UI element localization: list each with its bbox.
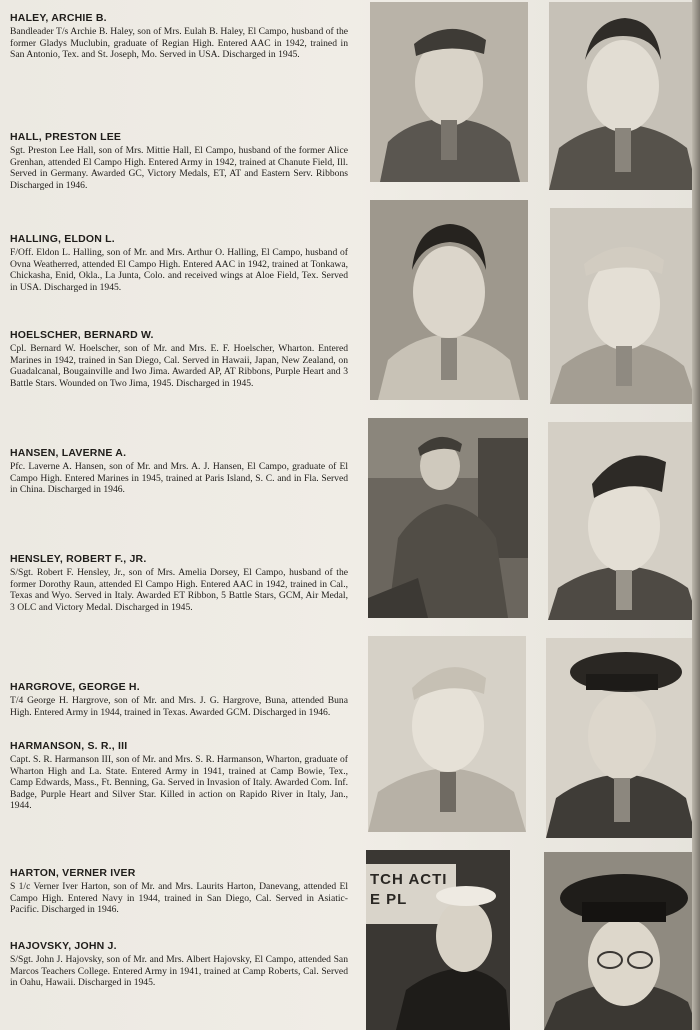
sign-text: TCH ACTI E PL <box>370 871 448 908</box>
entry-name: HALEY, ARCHIE B. <box>10 12 107 24</box>
entry-hall <box>10 131 348 191</box>
biography-column <box>10 0 358 1030</box>
entry-hansen <box>10 447 348 496</box>
entry-bio: S/Sgt. John J. Hajovsky, son of Mr. and Mrs. Albert Hajovsky, El Campo, attended San Marcos Teachers College. Entered Army in 1941, trained at Camp Roberts, Cal. Served in Oahu, Hawaii. Discharged in 1945. <box>10 954 348 989</box>
entry-halling <box>10 233 348 293</box>
entry-bio: F/Off. Eldon L. Halling, son of Mr. and Mrs. Arthur O. Halling, El Campo, husband of Ovna Weatherred, attended El Campo High. Entered AAC in 1942, trained at Tonkawa, Chickasha, Enid, Okla., La Junta, Colo. and received wings at Aloe Field, Tex. Served in USA. Discharged in 1945. <box>10 247 348 293</box>
entry-bio: S 1/c Verner Iver Harton, son of Mr. and Mrs. Laurits Harton, Danevang, attended El Campo High. Entered Navy in 1944, trained in San Diego, Cal. Served in Asiatic-Pacific. Discharged in 1946. <box>10 881 348 916</box>
portrait-hoelscher <box>550 208 697 404</box>
portrait-haley <box>370 2 528 182</box>
portrait-hajovsky <box>544 852 698 1030</box>
entry-name: HALL, PRESTON LEE <box>10 131 122 143</box>
entry-name: HARMANSON, S. R., III <box>10 740 128 752</box>
portrait-harmanson <box>546 638 696 838</box>
entry-harmanson <box>10 740 348 812</box>
entry-name: HOELSCHER, BERNARD W. <box>10 329 154 341</box>
entry-bio: Bandleader T/s Archie B. Haley, son of Mrs. Eulah B. Haley, El Campo, husband of the former Gladys Muclubin, graduate of Regian High. Entered AAC in 1942, trained in San Antonio, Tex. and St. Joseph, Mo. Served in USA. Discharged in 1945. <box>10 26 348 61</box>
portrait-hansen <box>368 418 528 618</box>
entry-bio: Cpl. Bernard W. Hoelscher, son of Mr. and Mrs. E. F. Hoelscher, Wharton. Entered Marines in 1942, trained in San Diego, Cal. Served in Hawaii, Japan, New Zealand, on Guadalcanal, Bougainville and Iwo Jima. Awarded AP, AT Ribbons, Purple Heart and 3 Battle Stars. Wounded on Two Jima, 1945. Discharged in 1945. <box>10 343 348 389</box>
entry-name: HARTON, VERNER IVER <box>10 867 136 879</box>
portrait-harton <box>366 850 510 1030</box>
entry-hensley <box>10 553 348 613</box>
entry-bio: Pfc. Laverne A. Hansen, son of Mr. and Mrs. A. J. Hansen, El Campo, graduate of El Campo High. Entered Marines in 1945, trained at Paris Island, S. C. and in Fla. Served in China. Discharged in 1946. <box>10 461 348 496</box>
entry-harton <box>10 867 348 916</box>
portrait-hensley <box>548 422 698 620</box>
entry-hajovsky <box>10 940 348 989</box>
entry-name: HALLING, ELDON L. <box>10 233 115 245</box>
entry-bio: S/Sgt. Robert F. Hensley, Jr., son of Mrs. Amelia Dorsey, El Campo, husband of the former Dorothy Raun, attended El Campo High. Entered AAC in 1942, trained in Cal., Texas and Wyo. Served in Italy. Awarded ET Ribbon, 5 Battle Stars, GCM, Air Medal, 3 OLC and Victory Medal. Discharged in 1945. <box>10 567 348 613</box>
portrait-hall <box>549 2 697 190</box>
entry-hargrove <box>10 681 348 718</box>
entry-haley <box>10 12 348 61</box>
entry-bio: Capt. S. R. Harmanson III, son of Mr. and Mrs. S. R. Harmanson, Wharton, graduate of Wharton High and La. State. Entered Army in 1941, trained at Camp Bowie, Tex., Camp Edwards, Mass., Ft. Benning, Ga. Served in Invasion of Italy. Awarded Com. Inf. Badge, Purple Heart and Silver Star. Killed in action on Rapido River in Italy, Jan., 1944. <box>10 754 348 812</box>
portrait-hargrove <box>368 636 526 832</box>
entry-name: HARGROVE, GEORGE H. <box>10 681 140 693</box>
entry-name: HENSLEY, ROBERT F., JR. <box>10 553 147 565</box>
entry-name: HAJOVSKY, JOHN J. <box>10 940 117 952</box>
portrait-halling <box>370 200 528 400</box>
page-binding-edge <box>692 0 700 1030</box>
entry-name: HANSEN, LAVERNE A. <box>10 447 127 459</box>
entry-bio: T/4 George H. Hargrove, son of Mr. and Mrs. J. G. Hargrove, Buna, attended Buna High. Entered Army in 1944, trained in Texas. Awarded GCM. Discharged in 1946. <box>10 695 348 718</box>
portrait-column <box>364 0 700 1030</box>
entry-hoelscher <box>10 329 348 389</box>
entry-bio: Sgt. Preston Lee Hall, son of Mrs. Mittie Hall, El Campo, husband of the former Alice Grenhan, attended El Campo High. Entered Army in 1942, trained at Chanute Field, Ill. Served in Germany. Awarded GC, Victory Medals, ET, AT and Eastern Serv. Ribbons Discharged in 1946. <box>10 145 348 191</box>
